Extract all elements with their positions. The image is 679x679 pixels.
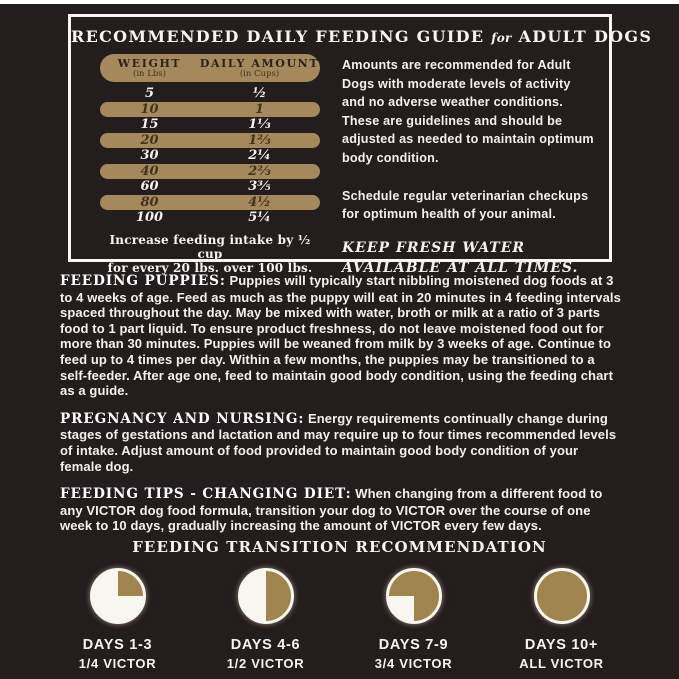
feeding-table-rows (100, 86, 320, 226)
amounts-note: Amounts are recommended for Adult Dogs with moderate levels of activity and no adverse weather conditions. These are guidelines and should be adjusted as needed to maintain optimum body condition. (342, 58, 594, 165)
table-row (100, 102, 320, 118)
transition-step-days-7-9 (362, 568, 466, 671)
feeding-puppies-body: Puppies will typically start nibbling moistened dog foods at 3 to 4 weeks of age. Feed as much as the puppy will eat in 20 minutes in 4 feeding intervals spaced throughout the day. May be mixed with water, broth or milk at a ratio of 3 parts food to 1 part liquid. To ensure product freshness, do not leave moistened food out for more than 30 minutes. Puppies will be weaned from milk by 3 weeks of age. Continue to feed up to 4 times per day. Within a few months, the puppies may be transitioned to a self-feeder. After age one, feed to maintain good body condition, using the feeding chart as a guide. (60, 273, 621, 399)
step-days-label: DAYS 4-6 (230, 637, 301, 653)
table-row (100, 133, 320, 149)
weight-value: 100 (135, 210, 164, 226)
weight-column-header (100, 58, 199, 79)
weight-value: 5 (144, 86, 155, 102)
step-amount-label: 3/4 VICTOR (374, 656, 453, 671)
guide-title (71, 27, 653, 46)
weight-value: 30 (140, 148, 159, 164)
transition-step-days-10-plus (510, 568, 614, 671)
amount-value: ½ (252, 86, 267, 102)
table-row (100, 195, 320, 211)
table-note-line2: for every 20 lbs. over 100 lbs. (107, 260, 313, 275)
feeding-tips-heading: FEEDING TIPS - CHANGING DIET: (60, 486, 352, 503)
amount-value: 1⅓ (248, 117, 271, 133)
feeding-tips-section (60, 486, 622, 534)
guide-title-suffix: ADULT DOGS (518, 27, 653, 46)
guide-title-for: for (491, 31, 512, 45)
veterinarian-note: Schedule regular veterinarian checkups for optimum health of your animal. (342, 188, 589, 222)
top-edge-strip (0, 0, 679, 4)
table-row (100, 210, 320, 226)
amount-value: 1⅔ (248, 132, 271, 148)
feeding-table (100, 54, 320, 278)
feeding-puppies-section (60, 273, 622, 399)
daily-feeding-guide-box (68, 14, 653, 276)
transition-steps (0, 568, 679, 671)
transition-step-days-4-6 (214, 568, 318, 671)
step-days-label: DAYS 10+ (524, 637, 599, 653)
weight-header-label: WEIGHT (117, 56, 182, 70)
feeding-puppies-heading: FEEDING PUPPIES: (60, 273, 226, 289)
table-note-line1: Increase feeding intake by ½ cup (109, 232, 311, 261)
pie-half-victor-icon (238, 568, 294, 624)
fresh-water-note: KEEP FRESH WATER AVAILABLE AT ALL TIMES. (342, 239, 579, 276)
table-row (100, 117, 320, 133)
table-row (100, 148, 320, 164)
pregnancy-nursing-heading: PREGNANCY AND NURSING: (60, 410, 305, 427)
amount-column-header (199, 58, 320, 79)
transition-step-days-1-3 (66, 568, 170, 671)
amount-value: 5¼ (248, 210, 271, 226)
feeding-transition-block (0, 538, 679, 671)
weight-value: 40 (140, 163, 159, 179)
table-row (100, 179, 320, 195)
pie-three-quarter-victor-icon (386, 568, 442, 624)
weight-value: 15 (140, 117, 159, 133)
amount-value: 1 (254, 101, 265, 117)
pregnancy-nursing-section (60, 411, 622, 474)
amount-value: 2¼ (248, 148, 271, 164)
feeding-tips-body: When changing from a different food to any VICTOR dog food formula, transition your dog to VICTOR over the course of one week to 10 days, gradually increasing the amount of VICTOR every few days. (60, 486, 603, 534)
feeding-table-header (100, 54, 320, 82)
step-amount-label: 1/4 VICTOR (78, 656, 157, 671)
weight-value: 20 (140, 132, 159, 148)
step-amount-label: ALL VICTOR (519, 656, 604, 671)
care-sections (60, 273, 622, 546)
transition-heading: FEEDING TRANSITION RECOMMENDATION (132, 538, 547, 556)
step-days-label: DAYS 7-9 (378, 637, 449, 653)
amount-header-unit: (in Cups) (239, 68, 280, 79)
amount-value: 2⅔ (248, 163, 271, 179)
amount-value: 3⅗ (248, 179, 271, 195)
guide-box-columns (71, 54, 609, 278)
guide-title-main: RECOMMENDED DAILY FEEDING GUIDE (71, 27, 485, 46)
step-amount-label: 1/2 VICTOR (226, 656, 305, 671)
step-days-label: DAYS 1-3 (82, 637, 153, 653)
weight-value: 10 (140, 101, 159, 117)
table-row (100, 86, 320, 102)
table-row (100, 164, 320, 180)
amount-value: 4½ (248, 194, 271, 210)
guide-notes-column (320, 54, 609, 278)
pie-quarter-victor-icon (90, 568, 146, 624)
weight-value: 60 (140, 179, 159, 195)
weight-header-unit: (in Lbs) (133, 68, 166, 79)
pie-full-victor-icon (534, 568, 590, 624)
amount-header-label: DAILY AMOUNT (199, 56, 320, 70)
pregnancy-nursing-body: Energy requirements continually change during stages of gestations and lactation and may require up to four times recommended levels of intake. Adjust amount of food provided to maintain good body condition of your female dog. (60, 410, 617, 474)
table-note (100, 233, 320, 275)
weight-value: 80 (140, 194, 159, 210)
